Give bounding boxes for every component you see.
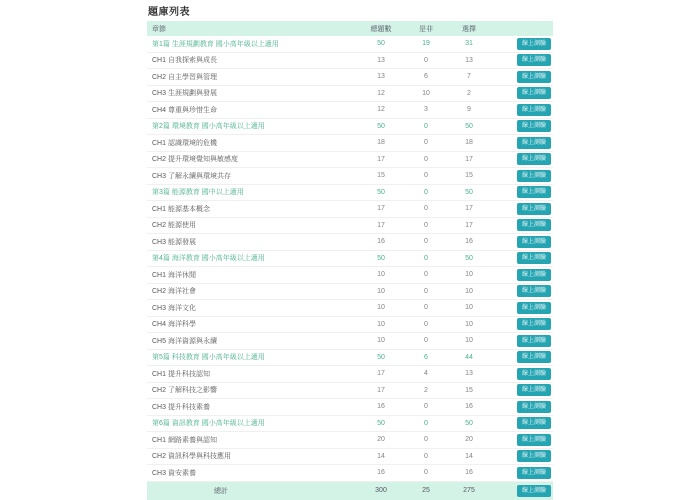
choice-value: 10 xyxy=(465,337,473,345)
total-questions-value: 16 xyxy=(377,403,385,411)
chapter-title: CH2 海洋社會 xyxy=(152,288,196,296)
total-questions-value: 13 xyxy=(377,73,385,81)
chapter-title: CH3 資安素養 xyxy=(152,469,196,477)
chapter-title: CH2 資訊科學與科技應用 xyxy=(152,453,231,461)
true-false-value: 0 xyxy=(424,469,428,477)
choice-value: 10 xyxy=(465,320,473,328)
total-questions-value: 50 xyxy=(377,188,385,196)
chapter-title: 第1篇 生涯規劃教育 國小高年級以上適用 xyxy=(152,40,279,48)
action-cell xyxy=(493,434,553,446)
table-row xyxy=(147,53,553,70)
choice-value: 17 xyxy=(465,205,473,213)
table-row xyxy=(147,168,553,185)
choice-value: 50 xyxy=(465,419,473,427)
choice-value: 10 xyxy=(465,271,473,279)
table-row xyxy=(147,383,553,400)
true-false-value: 0 xyxy=(424,452,428,460)
chapter-title: CH2 提升環境覺知與敏感度 xyxy=(152,156,238,164)
choice-value: 2 xyxy=(467,89,471,97)
chapter-title: CH2 了解科技之影響 xyxy=(152,387,217,395)
table-row xyxy=(147,366,553,383)
page-title: 題庫列表 xyxy=(148,7,190,18)
table-row xyxy=(147,317,553,334)
total-questions-value: 12 xyxy=(377,89,385,97)
total-questions-value: 50 xyxy=(377,122,385,130)
true-false-value: 0 xyxy=(424,172,428,180)
choice-value: 7 xyxy=(467,73,471,81)
online-quiz-button[interactable]: 線上測驗 xyxy=(517,318,551,330)
action-cell xyxy=(493,38,553,50)
footer-total-label: 總計 xyxy=(214,487,228,495)
true-false-value: 0 xyxy=(424,271,428,279)
table-row xyxy=(147,152,553,169)
total-questions-value: 18 xyxy=(377,139,385,147)
online-quiz-button[interactable]: 線上測驗 xyxy=(517,252,551,264)
online-quiz-button[interactable]: 線上測驗 xyxy=(517,120,551,132)
action-cell xyxy=(493,384,553,396)
question-bank-table xyxy=(147,21,553,500)
true-false-value: 19 xyxy=(422,40,430,48)
true-false-value: 0 xyxy=(424,287,428,295)
online-quiz-button[interactable]: 線上測驗 xyxy=(517,417,551,429)
action-cell xyxy=(493,302,553,314)
chapter-title: CH2 能源使用 xyxy=(152,222,196,230)
choice-value: 10 xyxy=(465,304,473,312)
total-questions-value: 16 xyxy=(377,469,385,477)
total-questions-value: 10 xyxy=(377,304,385,312)
action-cell xyxy=(493,285,553,297)
true-false-value: 0 xyxy=(424,403,428,411)
choice-value: 18 xyxy=(465,139,473,147)
total-questions-value: 50 xyxy=(377,40,385,48)
online-quiz-button[interactable]: 線上測驗 xyxy=(517,54,551,66)
online-quiz-button[interactable]: 線上測驗 xyxy=(517,485,551,497)
table-row xyxy=(147,185,553,202)
true-false-value: 0 xyxy=(424,188,428,196)
online-quiz-button[interactable]: 線上測驗 xyxy=(517,285,551,297)
table-row xyxy=(147,399,553,416)
online-quiz-button[interactable]: 線上測驗 xyxy=(517,335,551,347)
table-row xyxy=(147,102,553,119)
chapter-title: 第5篇 科技教育 國小高年級以上適用 xyxy=(152,354,265,362)
total-questions-value: 12 xyxy=(377,106,385,114)
table-row xyxy=(147,333,553,350)
action-cell xyxy=(493,87,553,99)
choice-value: 16 xyxy=(465,238,473,246)
footer-true-false: 25 xyxy=(422,487,430,494)
true-false-value: 0 xyxy=(424,304,428,312)
online-quiz-button[interactable]: 線上測驗 xyxy=(517,203,551,215)
true-false-value: 0 xyxy=(424,221,428,229)
online-quiz-button[interactable]: 線上測驗 xyxy=(517,384,551,396)
choice-value: 15 xyxy=(465,386,473,394)
choice-value: 14 xyxy=(465,452,473,460)
total-questions-value: 13 xyxy=(377,56,385,64)
chapter-title: 第4篇 海洋教育 國小高年級以上適用 xyxy=(152,255,265,263)
online-quiz-button[interactable]: 線上測驗 xyxy=(517,302,551,314)
header-true-false: 是非 xyxy=(419,25,433,33)
total-questions-value: 50 xyxy=(377,419,385,427)
action-cell xyxy=(493,120,553,132)
total-questions-value: 17 xyxy=(377,386,385,394)
table-row xyxy=(147,350,553,367)
action-cell xyxy=(493,203,553,215)
header-total-questions: 總題數 xyxy=(370,25,392,33)
choice-value: 16 xyxy=(465,403,473,411)
footer-total-questions: 300 xyxy=(375,487,387,494)
true-false-value: 0 xyxy=(424,320,428,328)
online-quiz-button[interactable]: 線上測驗 xyxy=(517,269,551,281)
header-choice: 選擇 xyxy=(462,25,476,33)
true-false-value: 0 xyxy=(424,122,428,130)
chapter-title: CH1 海洋休閒 xyxy=(152,271,196,279)
true-false-value: 0 xyxy=(424,337,428,345)
online-quiz-button[interactable]: 線上測驗 xyxy=(517,219,551,231)
action-cell xyxy=(493,467,553,479)
true-false-value: 0 xyxy=(424,419,428,427)
table-row xyxy=(147,86,553,103)
chapter-title: CH1 認識環境的危機 xyxy=(152,139,217,147)
chapter-title: CH4 尊重與珍惜生命 xyxy=(152,106,217,114)
total-questions-value: 16 xyxy=(377,238,385,246)
choice-value: 10 xyxy=(465,287,473,295)
chapter-title: CH1 網路素養與認知 xyxy=(152,436,217,444)
action-cell xyxy=(493,351,553,363)
choice-value: 13 xyxy=(465,370,473,378)
true-false-value: 0 xyxy=(424,56,428,64)
choice-value: 31 xyxy=(465,40,473,48)
online-quiz-button[interactable]: 線上測驗 xyxy=(517,104,551,116)
choice-value: 20 xyxy=(465,436,473,444)
table-row xyxy=(147,449,553,466)
online-quiz-button[interactable]: 線上測驗 xyxy=(517,467,551,479)
total-questions-value: 14 xyxy=(377,452,385,460)
true-false-value: 3 xyxy=(424,106,428,114)
chapter-title: 第3篇 能源教育 國中以上適用 xyxy=(152,189,244,197)
true-false-value: 0 xyxy=(424,238,428,246)
true-false-value: 6 xyxy=(424,353,428,361)
question-bank-page xyxy=(147,0,553,500)
online-quiz-button[interactable]: 線上測驗 xyxy=(517,434,551,446)
choice-value: 9 xyxy=(467,106,471,114)
online-quiz-button[interactable]: 線上測驗 xyxy=(517,236,551,248)
choice-value: 13 xyxy=(465,56,473,64)
total-questions-value: 10 xyxy=(377,287,385,295)
action-cell xyxy=(493,219,553,231)
header-chapter: 章節 xyxy=(152,25,166,33)
chapter-title: 第2篇 環境教育 國小高年級以上適用 xyxy=(152,123,265,131)
online-quiz-button[interactable]: 線上測驗 xyxy=(517,87,551,99)
total-questions-value: 17 xyxy=(377,221,385,229)
table-row xyxy=(147,234,553,251)
table-row xyxy=(147,69,553,86)
true-false-value: 4 xyxy=(424,370,428,378)
table-row xyxy=(147,465,553,482)
chapter-title: CH5 海洋資源與永續 xyxy=(152,337,217,345)
online-quiz-button[interactable]: 線上測驗 xyxy=(517,170,551,182)
chapter-title: CH1 能源基本概念 xyxy=(152,205,210,213)
action-cell xyxy=(493,269,553,281)
online-quiz-button[interactable]: 線上測驗 xyxy=(517,450,551,462)
footer-action-cell xyxy=(493,485,553,497)
table-row xyxy=(147,36,553,53)
online-quiz-button[interactable]: 線上測驗 xyxy=(517,137,551,149)
online-quiz-button[interactable]: 線上測驗 xyxy=(517,71,551,83)
true-false-value: 0 xyxy=(424,254,428,262)
table-row xyxy=(147,201,553,218)
chapter-title: CH4 海洋科學 xyxy=(152,321,196,329)
online-quiz-button[interactable]: 線上測驗 xyxy=(517,153,551,165)
online-quiz-button[interactable]: 線上測驗 xyxy=(517,401,551,413)
choice-value: 44 xyxy=(465,353,473,361)
action-cell xyxy=(493,252,553,264)
true-false-value: 0 xyxy=(424,155,428,163)
table-header-row xyxy=(147,21,553,36)
chapter-title: 第6篇 資訊教育 國小高年級以上適用 xyxy=(152,420,265,428)
chapter-title: CH3 了解永續與環境共存 xyxy=(152,172,231,180)
chapter-title: CH3 提升科技素養 xyxy=(152,403,210,411)
choice-value: 50 xyxy=(465,254,473,262)
table-row xyxy=(147,284,553,301)
true-false-value: 0 xyxy=(424,436,428,444)
choice-value: 15 xyxy=(465,172,473,180)
chapter-title: CH3 能源發展 xyxy=(152,238,196,246)
chapter-title: CH3 海洋文化 xyxy=(152,304,196,312)
choice-value: 50 xyxy=(465,188,473,196)
action-cell xyxy=(493,318,553,330)
online-quiz-button[interactable]: 線上測驗 xyxy=(517,351,551,363)
total-questions-value: 15 xyxy=(377,172,385,180)
chapter-title: CH3 生涯規劃與發展 xyxy=(152,90,217,98)
table-row xyxy=(147,119,553,136)
total-questions-value: 10 xyxy=(377,337,385,345)
true-false-value: 0 xyxy=(424,139,428,147)
table-row xyxy=(147,251,553,268)
table-body xyxy=(147,36,553,482)
total-questions-value: 10 xyxy=(377,320,385,328)
choice-value: 17 xyxy=(465,221,473,229)
true-false-value: 0 xyxy=(424,205,428,213)
chapter-title: CH1 提升科技認知 xyxy=(152,370,210,378)
true-false-value: 2 xyxy=(424,386,428,394)
action-cell xyxy=(493,104,553,116)
table-row xyxy=(147,416,553,433)
true-false-value: 10 xyxy=(422,89,430,97)
total-questions-value: 17 xyxy=(377,205,385,213)
action-cell xyxy=(493,236,553,248)
action-cell xyxy=(493,186,553,198)
action-cell xyxy=(493,170,553,182)
total-questions-value: 50 xyxy=(377,353,385,361)
chapter-title: CH1 自我探索與成長 xyxy=(152,57,217,65)
table-row xyxy=(147,135,553,152)
action-cell xyxy=(493,54,553,66)
choice-value: 50 xyxy=(465,122,473,130)
table-row xyxy=(147,267,553,284)
action-cell xyxy=(493,368,553,380)
table-footer-row xyxy=(147,482,553,500)
total-questions-value: 20 xyxy=(377,436,385,444)
total-questions-value: 17 xyxy=(377,155,385,163)
action-cell xyxy=(493,401,553,413)
action-cell xyxy=(493,335,553,347)
footer-choice: 275 xyxy=(463,487,475,494)
table-row xyxy=(147,218,553,235)
total-questions-value: 50 xyxy=(377,254,385,262)
choice-value: 17 xyxy=(465,155,473,163)
total-questions-value: 10 xyxy=(377,271,385,279)
online-quiz-button[interactable]: 線上測驗 xyxy=(517,368,551,380)
choice-value: 16 xyxy=(465,469,473,477)
action-cell xyxy=(493,450,553,462)
action-cell xyxy=(493,137,553,149)
online-quiz-button[interactable]: 線上測驗 xyxy=(517,38,551,50)
table-row xyxy=(147,432,553,449)
action-cell xyxy=(493,71,553,83)
table-row xyxy=(147,300,553,317)
true-false-value: 6 xyxy=(424,73,428,81)
online-quiz-button[interactable]: 線上測驗 xyxy=(517,186,551,198)
total-questions-value: 17 xyxy=(377,370,385,378)
action-cell xyxy=(493,153,553,165)
chapter-title: CH2 自主學習與管理 xyxy=(152,73,217,81)
action-cell xyxy=(493,417,553,429)
